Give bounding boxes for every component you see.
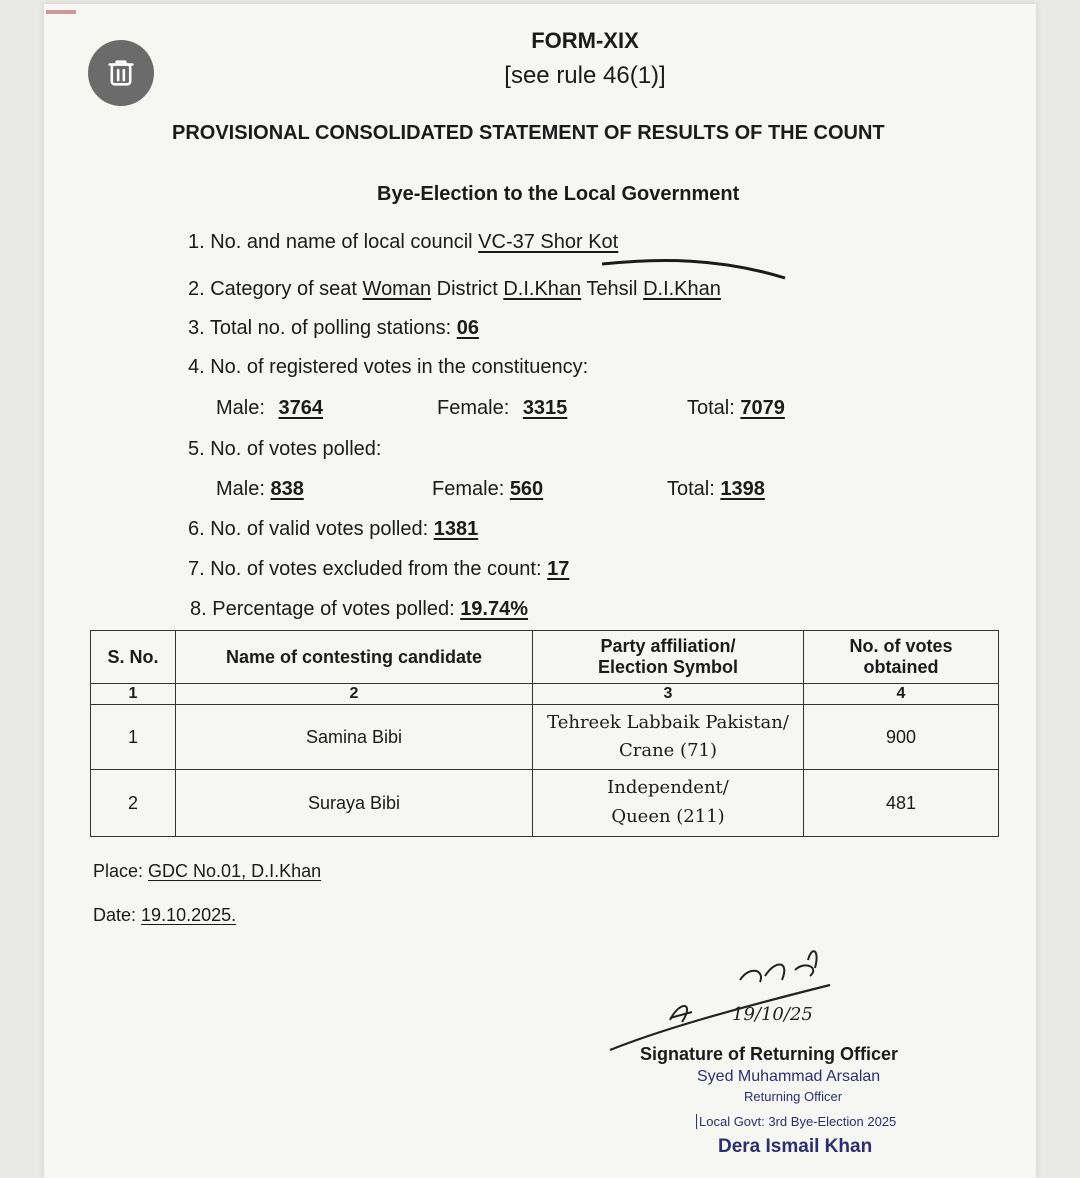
row-party-affiliation: Tehreek Labbaik Pakistan/ bbox=[547, 712, 789, 734]
table-row bbox=[91, 770, 999, 837]
stations-value: 06 bbox=[456, 317, 479, 339]
date-label: Date: bbox=[93, 905, 137, 925]
excluded-label: 7. No. of votes excluded from the count: bbox=[188, 558, 542, 580]
seat-value: Woman bbox=[362, 278, 432, 300]
date-line bbox=[93, 905, 236, 926]
tehsil-label: Tehsil bbox=[586, 278, 638, 300]
header-votes-line1: No. of votes bbox=[849, 636, 953, 657]
stamp-place: Dera Ismail Khan bbox=[718, 1136, 873, 1157]
polled-label: 5. No. of votes polled: bbox=[188, 438, 382, 460]
registered-total-value: 7079 bbox=[740, 397, 785, 419]
handwritten-date: 19/10/25 bbox=[732, 1004, 813, 1025]
row-election-symbol: Queen (211) bbox=[611, 806, 725, 827]
percentage-line bbox=[190, 598, 528, 621]
row-votes: 900 bbox=[804, 705, 999, 770]
council-label: 1. No. and name of local council bbox=[188, 231, 473, 253]
excluded-line bbox=[188, 558, 569, 581]
valid-value: 1381 bbox=[433, 518, 479, 540]
form-number: FORM-XIX bbox=[531, 28, 639, 53]
row-candidate-name: Samina Bibi bbox=[176, 705, 533, 770]
trash-icon bbox=[104, 56, 138, 90]
column-number: 2 bbox=[176, 684, 533, 705]
stamp-role: Returning Officer bbox=[744, 1089, 843, 1104]
excluded-value: 17 bbox=[547, 558, 570, 580]
registered-total-label: Total: bbox=[687, 397, 735, 419]
header-candidate: Name of contesting candidate bbox=[176, 631, 533, 684]
valid-label: 6. No. of valid votes polled: bbox=[188, 518, 429, 540]
column-number-row bbox=[91, 684, 999, 705]
stations-label: 3. Total no. of polling stations: bbox=[188, 317, 452, 339]
place-line bbox=[93, 861, 321, 882]
valid-line bbox=[188, 518, 478, 541]
polled-male bbox=[216, 478, 304, 501]
polled-male-label: Male: bbox=[216, 478, 265, 500]
header-votes bbox=[804, 631, 999, 684]
handwritten-signature bbox=[600, 940, 900, 1060]
polled-total bbox=[667, 478, 765, 501]
header-votes-line2: obtained bbox=[863, 657, 939, 677]
seat-label: 2. Category of seat bbox=[188, 278, 357, 300]
stamp-election: Local Govt: 3rd Bye-Election 2025 bbox=[696, 1114, 896, 1129]
polled-female bbox=[432, 478, 543, 501]
signature-caption: Signature of Returning Officer bbox=[640, 1044, 899, 1064]
election-title: Bye-Election to the Local Government bbox=[377, 183, 740, 205]
row-party-affiliation: Independent/ bbox=[607, 777, 729, 799]
page-corner-mark bbox=[46, 10, 76, 14]
header-party bbox=[533, 631, 804, 684]
district-label: District bbox=[436, 278, 498, 300]
row-sno: 2 bbox=[91, 770, 176, 837]
registered-female bbox=[437, 397, 567, 420]
registered-male bbox=[216, 397, 323, 420]
form-rule: [see rule 46(1)] bbox=[504, 62, 666, 89]
polled-female-value: 560 bbox=[509, 478, 544, 500]
row-votes: 481 bbox=[804, 770, 999, 837]
polled-female-label: Female: bbox=[432, 478, 505, 500]
stamp-name: Syed Muhammad Arsalan bbox=[697, 1068, 881, 1085]
polled-total-label: Total: bbox=[667, 478, 715, 500]
registered-female-label: Female: bbox=[437, 397, 510, 419]
district-value: D.I.Khan bbox=[503, 278, 582, 300]
percentage-value: 19.74% bbox=[460, 598, 529, 620]
header-party-line1: Party affiliation/ bbox=[600, 636, 736, 657]
header-party-line2: Election Symbol bbox=[597, 657, 739, 677]
registered-total bbox=[687, 397, 785, 420]
seat-line bbox=[188, 278, 721, 301]
row-party bbox=[533, 705, 804, 770]
table-header-row bbox=[91, 631, 999, 684]
row-candidate-name: Suraya Bibi bbox=[176, 770, 533, 837]
registered-female-value: 3315 bbox=[522, 397, 568, 419]
stations-line bbox=[188, 317, 479, 340]
delete-button[interactable] bbox=[88, 40, 154, 106]
results-table bbox=[90, 630, 999, 837]
polled-total-value: 1398 bbox=[720, 478, 765, 500]
percentage-label: 8. Percentage of votes polled: bbox=[190, 598, 455, 620]
header-sno: S. No. bbox=[91, 631, 176, 684]
row-election-symbol: Crane (71) bbox=[618, 740, 718, 761]
polled-male-value: 838 bbox=[270, 478, 304, 500]
date-value: 19.10.2025. bbox=[141, 905, 237, 925]
registered-label: 4. No. of registered votes in the constituency: bbox=[188, 356, 589, 378]
row-party bbox=[533, 770, 804, 837]
column-number: 3 bbox=[533, 684, 804, 705]
column-number: 1 bbox=[91, 684, 176, 705]
tehsil-value: D.I.Khan bbox=[643, 278, 721, 300]
table-row bbox=[91, 705, 999, 770]
statement-title: PROVISIONAL CONSOLIDATED STATEMENT OF RESULTS OF THE COUNT bbox=[172, 122, 885, 144]
council-value: VC-37 Shor Kot bbox=[478, 231, 619, 253]
council-line bbox=[188, 231, 618, 254]
column-number: 4 bbox=[804, 684, 999, 705]
registered-male-value: 3764 bbox=[278, 397, 323, 419]
registered-male-label: Male: bbox=[216, 397, 265, 419]
row-sno: 1 bbox=[91, 705, 176, 770]
place-label: Place: bbox=[93, 861, 144, 881]
place-value: GDC No.01, D.I.Khan bbox=[148, 861, 322, 881]
